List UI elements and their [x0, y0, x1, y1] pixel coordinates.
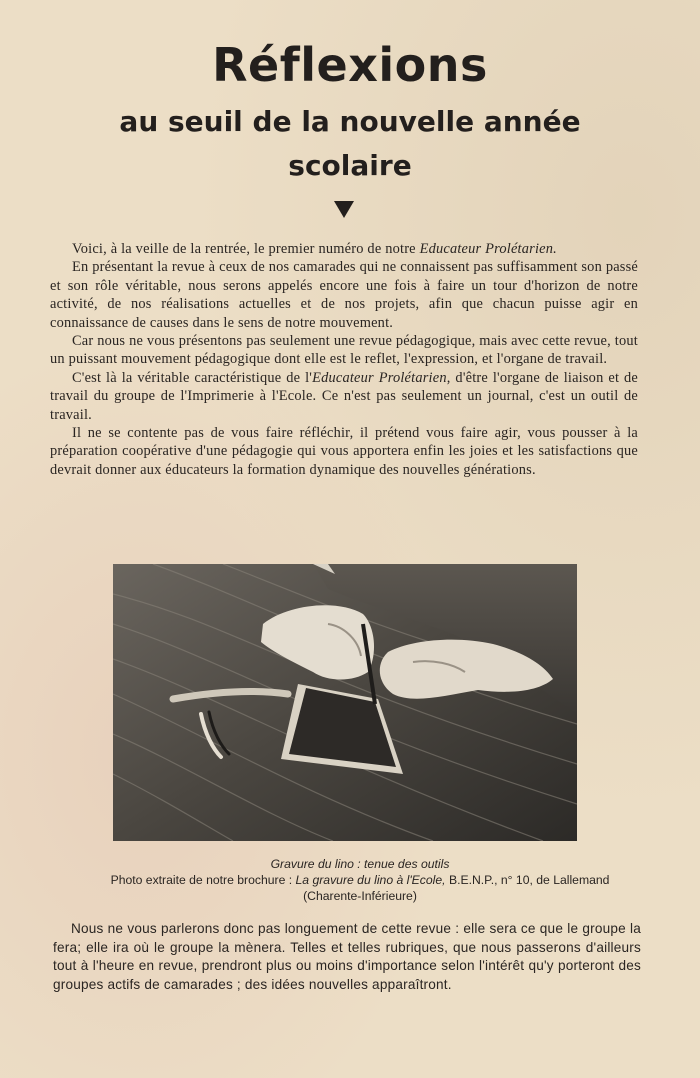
- caption-suffix: B.E.N.P., n° 10, de Lallemand: [445, 873, 610, 887]
- paragraph-3: Car nous ne vous présentons pas seulement une revue pédagogique, mais avec cette revue, tout un puissant mouvement pédagogique dont elle est le reflet, l'expression, et l'organe de travail.: [50, 333, 638, 368]
- paragraph-1: [50, 240, 638, 258]
- paragraph-4: [50, 369, 638, 424]
- closing-text: [53, 920, 641, 994]
- page-title: Réflexions: [212, 38, 488, 92]
- intro-text: [50, 240, 638, 479]
- paragraph-5: Il ne se contente pas de vous faire réfléchir, il prétend vous faire agir, vous pousser à la préparation coopérative d'une pédagogie qui vous apportera enfin les joies et les satisfactions que devrait donner aux éducateurs la formation dynamique des nouvelles générations.: [50, 425, 638, 478]
- photo-caption: [40, 856, 680, 904]
- paragraph-4-text-a: C'est là la véritable caractéristique de l': [72, 369, 313, 386]
- closing-paragraph: Nous ne vous parlerons donc pas longuement de cette revue : elle sera ce que le groupe la fera; elle ira où le groupe la mènera. Telles et telles rubriques, que nous passerons d'ailleurs tout à l'heure en revue, prendront plus ou moins d'importance selon l'intérêt qu'y porteront des groupes actifs de camarades ; des idées nouvelles apparaîtront.: [53, 921, 641, 992]
- paragraph-1-text: Voici, à la veille de la rentrée, le premier numéro de notre: [72, 241, 420, 257]
- caption-prefix: Photo extraite de notre brochure :: [110, 873, 296, 887]
- paragraph-2: En présentant la revue à ceux de nos camarades qui ne connaissent pas suffisamment son passé et son rôle véritable, nous serons appelés encore une fois à faire un tour d'horizon de notre activité, de nos réalisations actuelles et de nos projets, afin que chacun puisse agir en connaissance de causes dans le sens de notre mouvement.: [50, 259, 638, 331]
- linocut-photo: [113, 564, 577, 841]
- caption-title: Gravure du lino : tenue des outils: [270, 857, 450, 871]
- triangle-ornament-icon: [334, 201, 354, 218]
- journal-name: Educateur Prolétarien: [312, 369, 447, 386]
- linocut-photo-image: [113, 564, 577, 841]
- journal-name: Educateur Prolétarien.: [419, 241, 557, 257]
- caption-source: [40, 872, 680, 888]
- caption-brochure: La gravure du lino à l'Ecole,: [295, 873, 446, 887]
- paragraph-4-text-b: , d'être l'organe de liaison et de travail du groupe de l'Imprimerie à l'Ecole. Ce n'est pas seulement un journal, c'est un outil de travail.: [50, 369, 639, 423]
- caption-place: (Charente-Inférieure): [303, 889, 417, 903]
- page-subtitle: au seuil de la nouvelle année scolaire: [119, 105, 581, 182]
